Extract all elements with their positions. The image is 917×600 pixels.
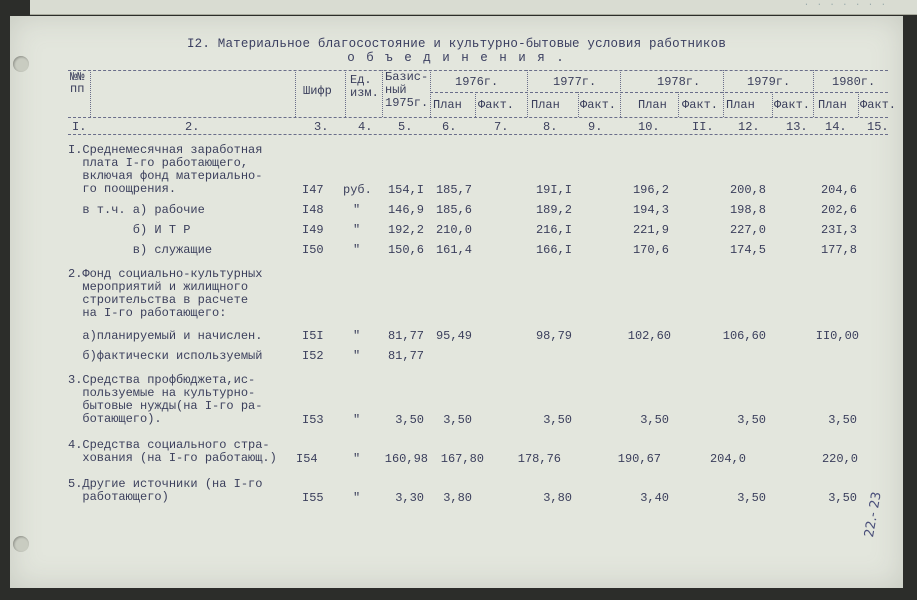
row-unit: ": [353, 491, 361, 505]
header-plan: План: [638, 98, 667, 112]
column-number: 10.: [638, 120, 660, 134]
row-unit: ": [353, 349, 361, 363]
data-table: [10, 16, 903, 588]
year-subheader-rule: [430, 92, 888, 93]
top-stamp: · · · · · · ·: [803, 0, 887, 10]
row-plan-1977: 166,I: [535, 243, 572, 257]
row-plan-1979: 204,0: [709, 452, 746, 466]
row-plan-1978: 194,3: [632, 203, 669, 217]
row-code: I48: [302, 203, 324, 217]
row-base: 146,9: [387, 203, 424, 217]
page-title-line2: о б ъ е д и н е н и я .: [347, 51, 566, 65]
row-plan-1976: 3,80: [443, 491, 472, 505]
row-plan-1976: 3,50: [443, 413, 472, 427]
row-label: 4.Средства социального стра- хования (на I-го работающ.): [68, 438, 277, 465]
row-plan-1980: 202,6: [820, 203, 857, 217]
row-plan-1977: 3,80: [543, 491, 572, 505]
row-plan-1977: 19I,I: [535, 183, 572, 197]
row-base: 3,50: [395, 413, 424, 427]
column-number: 12.: [738, 120, 760, 134]
row-plan-1978: 3,50: [640, 413, 669, 427]
document-sheet: [10, 16, 903, 588]
column-number: II.: [692, 120, 714, 134]
row-plan-1980: 3,50: [828, 413, 857, 427]
col-divider: [723, 70, 724, 117]
row-base: 150,6: [387, 243, 424, 257]
row-plan-1979: 200,8: [729, 183, 766, 197]
col-divider: [620, 70, 621, 117]
header-year-1978: 1978г.: [657, 75, 701, 89]
row-plan-1979: 198,8: [729, 203, 766, 217]
row-label: 5.Другие источники (на I-го работающего): [68, 477, 263, 504]
header-plan: План: [818, 98, 847, 112]
row-plan-1977: 189,2: [535, 203, 572, 217]
column-number: I.: [72, 120, 87, 134]
col-divider: [772, 92, 773, 117]
row-label: а)планируемый и начислен.: [68, 329, 263, 343]
row-label: I.Среднемесячная заработная плата I-го работающего, включая фонд материально- го поощрения.: [68, 143, 263, 196]
column-number: 9.: [588, 120, 603, 134]
col-divider: [345, 70, 346, 117]
row-unit: ": [353, 452, 361, 466]
page-title: I2. Материальное благосостояние и культурно-бытовые условия работников: [186, 37, 727, 51]
row-plan-1980: 204,6: [820, 183, 857, 197]
col-divider: [475, 92, 476, 117]
row-plan-1976: 161,4: [435, 243, 472, 257]
header-bottom-rule: [68, 117, 888, 118]
row-code: I53: [302, 413, 324, 427]
row-code: I55: [302, 491, 324, 505]
column-number: 2.: [185, 120, 200, 134]
row-unit: ": [353, 223, 361, 237]
col-divider: [90, 70, 91, 117]
row-plan-1977: 3,50: [543, 413, 572, 427]
col-divider: [813, 70, 814, 117]
row-base: 81,77: [387, 349, 424, 363]
col-divider: [858, 92, 859, 117]
header-year-1980: 1980г.: [832, 75, 876, 89]
row-base: 81,77: [387, 329, 424, 343]
row-unit: ": [353, 203, 361, 217]
header-cipher: Шифр: [303, 84, 332, 98]
row-plan-1979: 174,5: [729, 243, 766, 257]
row-plan-1980: 3,50: [828, 491, 857, 505]
col-divider: [382, 70, 383, 117]
row-base: 154,I: [387, 183, 424, 197]
row-plan-1979: 106,60: [722, 329, 766, 343]
column-number: 8.: [543, 120, 558, 134]
row-plan-1980: II0,00: [815, 329, 859, 343]
row-code: I47: [302, 183, 324, 197]
col-divider: [295, 70, 296, 117]
header-year-1977: 1977г.: [553, 75, 597, 89]
row-label: б) И Т Р: [68, 223, 191, 237]
header-plan: План: [433, 98, 462, 112]
row-label: 3.Средства профбюджета,ис- пользуемые на культурно- бытовые нужды(на I-го ра- ботающего).: [68, 373, 263, 426]
column-number: 13.: [786, 120, 808, 134]
col-divider: [578, 92, 579, 117]
column-number: 14.: [825, 120, 847, 134]
colnum-bottom-rule: [68, 134, 888, 135]
header-year-1979: 1979г.: [747, 75, 791, 89]
row-plan-1976: 95,49: [435, 329, 472, 343]
column-number: 7.: [494, 120, 509, 134]
row-plan-1977: 178,76: [517, 452, 561, 466]
row-plan-1978: 102,60: [627, 329, 671, 343]
row-plan-1976: 167,80: [440, 452, 484, 466]
row-label: 2.Фонд социально-культурных мероприятий и жилищного строительства в расчете на I-го работающего:: [68, 267, 263, 320]
row-plan-1980: 220,0: [821, 452, 858, 466]
header-num: №№ пп: [70, 70, 85, 96]
header-plan: План: [726, 98, 755, 112]
table-top-rule: [68, 70, 888, 71]
column-number: 5.: [398, 120, 413, 134]
row-plan-1979: 3,50: [737, 413, 766, 427]
header-fact: Факт.: [682, 98, 719, 112]
column-number: 6.: [442, 120, 457, 134]
row-plan-1980: 23I,3: [820, 223, 857, 237]
column-number: 4.: [358, 120, 373, 134]
row-plan-1976: 185,7: [435, 183, 472, 197]
row-label: в т.ч. а) рабочие: [68, 203, 205, 217]
handwritten-page-number: 22.- 23: [862, 490, 885, 539]
row-base: 160,98: [384, 452, 428, 466]
row-base: 3,30: [395, 491, 424, 505]
header-base: Базис- ный 1975г.: [385, 70, 429, 110]
row-plan-1979: 227,0: [729, 223, 766, 237]
column-number: 3.: [314, 120, 329, 134]
row-unit: ": [353, 329, 361, 343]
header-fact: Факт.: [580, 98, 617, 112]
header-year-1976: 1976г.: [455, 75, 499, 89]
row-code: I52: [302, 349, 324, 363]
col-divider: [527, 70, 528, 117]
header-unit: Ед. изм.: [350, 73, 379, 100]
row-plan-1978: 196,2: [632, 183, 669, 197]
row-unit: ": [353, 413, 361, 427]
row-label: в) служащие: [68, 243, 213, 257]
row-plan-1976: 210,0: [435, 223, 472, 237]
row-plan-1976: 185,6: [435, 203, 472, 217]
header-plan: План: [531, 98, 560, 112]
row-plan-1978: 221,9: [632, 223, 669, 237]
row-code: I54: [296, 452, 318, 466]
col-divider: [430, 70, 431, 117]
row-plan-1977: 216,I: [535, 223, 572, 237]
header-fact: Факт.: [478, 98, 515, 112]
row-unit: руб.: [343, 183, 372, 197]
row-plan-1978: 170,6: [632, 243, 669, 257]
row-plan-1980: 177,8: [820, 243, 857, 257]
row-code: I5I: [302, 329, 324, 343]
row-plan-1979: 3,50: [737, 491, 766, 505]
column-number: 15.: [867, 120, 889, 134]
row-plan-1978: 3,40: [640, 491, 669, 505]
header-fact: Факт.: [860, 98, 897, 112]
col-divider: [678, 92, 679, 117]
row-plan-1977: 98,79: [535, 329, 572, 343]
row-label: б)фактически используемый: [68, 349, 263, 363]
row-code: I50: [302, 243, 324, 257]
row-base: 192,2: [387, 223, 424, 237]
row-code: I49: [302, 223, 324, 237]
header-fact: Факт.: [774, 98, 811, 112]
previous-page-edge: [30, 0, 917, 15]
row-unit: ": [353, 243, 361, 257]
row-plan-1978: 190,67: [617, 452, 661, 466]
